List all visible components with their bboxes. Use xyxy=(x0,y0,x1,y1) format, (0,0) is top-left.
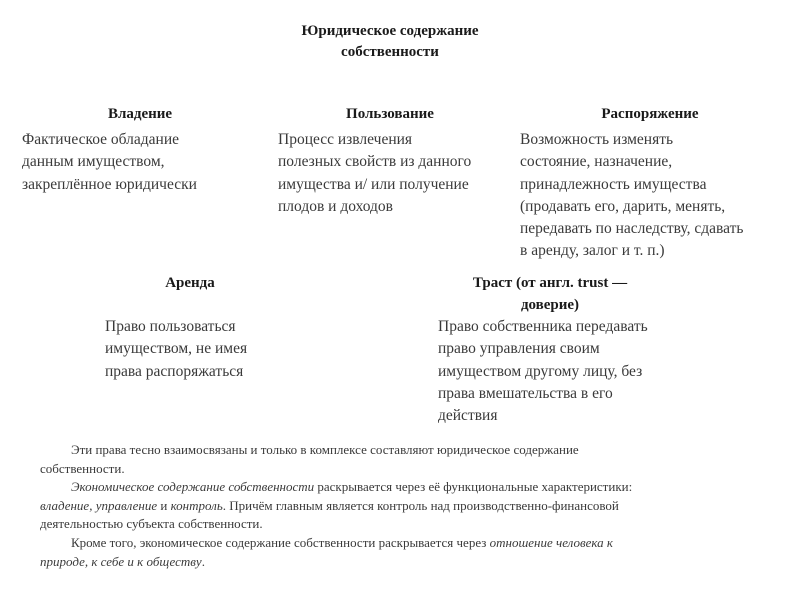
paragraph-text: деятельностью субъекта собственности. xyxy=(40,516,263,532)
paragraph-text: Кроме того, экономическое содержание собственности раскрывается через xyxy=(71,534,490,550)
text-line: закреплённое юридически xyxy=(22,175,197,193)
trust-description xyxy=(438,316,698,427)
paragraph-line xyxy=(40,478,780,497)
header-trust xyxy=(420,272,680,316)
paragraph-line xyxy=(40,534,780,553)
summary-paragraph xyxy=(40,441,780,571)
text-line: право управления своим xyxy=(438,340,600,358)
text-line: плодов и доходов xyxy=(278,197,394,215)
text-line: принадлежность имущества xyxy=(520,175,707,193)
text-line: (продавать его, дарить, менять, xyxy=(520,197,726,215)
paragraph-text: собственности. xyxy=(40,460,125,476)
page-title xyxy=(240,21,540,63)
paragraph-line xyxy=(40,460,780,479)
paragraph-line xyxy=(40,497,780,516)
text-line: имуществом, не имея xyxy=(105,340,248,358)
paragraph-emphasis: отношение человека к xyxy=(489,534,614,550)
text-line: действия xyxy=(438,407,498,425)
paragraph-text: . Причём главным является контроль над производственно-финансовой xyxy=(222,497,619,513)
text-line: Процесс извлечения xyxy=(278,131,413,148)
text-line: в аренду, залог и т. п.) xyxy=(520,242,665,260)
text-line: данным имуществом, xyxy=(22,153,165,171)
header-trust-line-1: Траст (от англ. trust — xyxy=(472,275,628,291)
text-line: Возможность изменять xyxy=(520,131,674,148)
header-rent xyxy=(90,272,290,294)
paragraph-text: и xyxy=(157,497,171,513)
paragraph-text: раскрывается через её функциональные характеристики: xyxy=(314,479,633,495)
paragraph-line xyxy=(40,441,780,460)
paragraph-text: Эти права тесно взаимосвязаны и только в комплексе составляют юридическое содержание xyxy=(71,442,579,457)
ownership-description xyxy=(22,129,272,196)
paragraph-text: . xyxy=(201,553,205,569)
page-title-line-1: Юридическое содержание xyxy=(301,23,479,39)
paragraph-emphasis: Экономическое содержание собственности xyxy=(71,479,315,495)
header-usage-text: Пользование xyxy=(346,106,434,122)
header-ownership xyxy=(40,103,240,125)
header-trust-line-2: доверие) xyxy=(520,297,580,313)
text-line: Право собственника передавать xyxy=(438,318,648,335)
rent-description xyxy=(105,316,305,383)
header-disposal xyxy=(550,103,750,125)
text-line: передавать по наследству, сдавать xyxy=(520,220,744,238)
text-line: права вмешательства в его xyxy=(438,384,613,402)
text-line: состояние, назначение, xyxy=(520,153,673,171)
header-ownership-text: Владение xyxy=(107,106,173,122)
disposal-description xyxy=(520,129,795,263)
header-disposal-text: Распоряжение xyxy=(601,106,699,122)
page-title-line-2: собственности xyxy=(341,44,439,60)
header-usage xyxy=(290,103,490,125)
text-line: имущества и/ или получение xyxy=(278,175,469,193)
text-line: Фактическое обладание xyxy=(22,131,179,148)
text-line: полезных свойств из данного xyxy=(278,153,472,171)
text-line: права распоряжаться xyxy=(105,362,244,380)
header-rent-text: Аренда xyxy=(165,275,215,291)
paragraph-line xyxy=(40,515,780,534)
paragraph-line xyxy=(40,553,780,572)
text-line: Право пользоваться xyxy=(105,318,236,335)
usage-description xyxy=(278,129,518,218)
text-line: имуществом другому лицу, без xyxy=(438,362,643,380)
paragraph-emphasis: природе, к себе и к обществу xyxy=(40,553,202,569)
paragraph-emphasis: владение, управление xyxy=(40,497,158,513)
paragraph-emphasis: контроль xyxy=(170,497,223,513)
